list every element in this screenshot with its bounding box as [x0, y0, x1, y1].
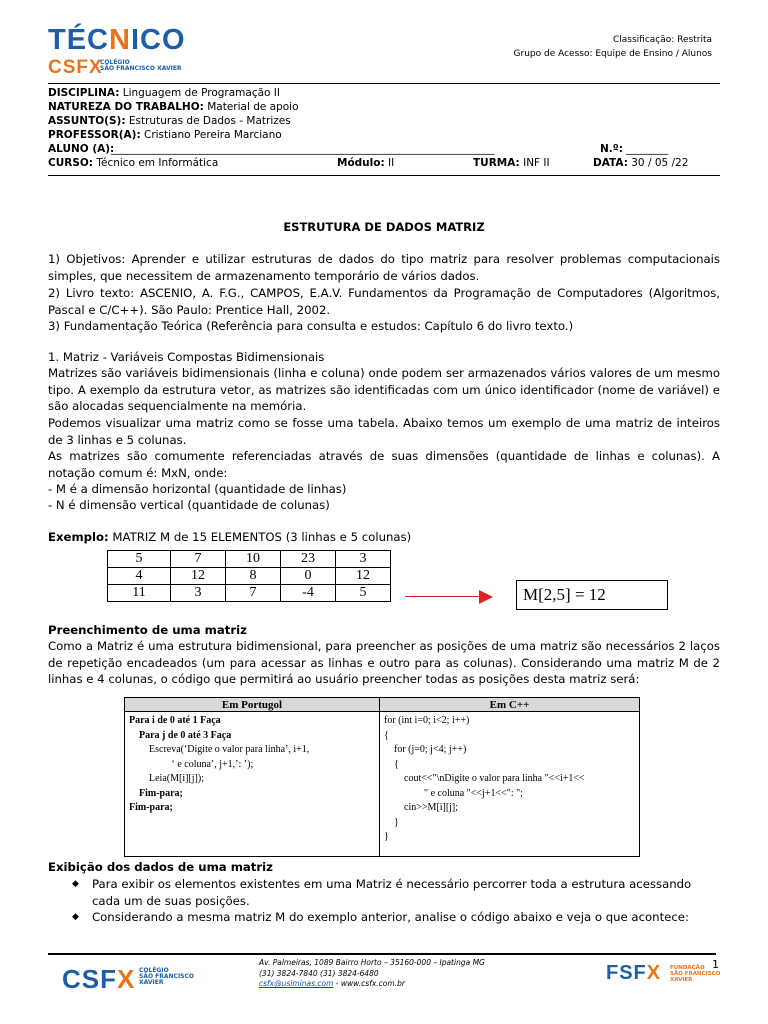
site-text: - www.csfx.com.br: [333, 979, 405, 988]
bullet-item: ◆ Considerando a mesma matriz M do exemplo anterior, analise o código abaixo e veja o que acontece:: [72, 910, 689, 924]
code-line: Fim-para;: [129, 787, 183, 799]
code-line: cout<<"\nDigite o valor para linha "<<i+1<<: [384, 773, 585, 784]
code-line: }: [384, 816, 399, 828]
code-line: {: [384, 758, 399, 770]
arrow-right-icon: [479, 590, 493, 604]
footer-csfx-logo: CSFX: [62, 964, 136, 994]
diamond-bullet-icon: ◆: [72, 912, 79, 922]
code-line: for (j=0; j<4; j++): [384, 744, 467, 755]
matrix-cell: 4: [108, 568, 171, 585]
section1-paragraph-3: As matrizes são comumente referenciadas através de suas dimensões (quantidade de linhas e colunas). A notação comum é: MxN, onde:: [48, 449, 720, 480]
matrix-reference-box: M[2,5] = 12: [516, 580, 668, 610]
tecnico-logo: TÉCNICO: [48, 24, 186, 56]
matrix-cell: 0: [281, 568, 336, 585]
code-line: cin>>M[i][j];: [384, 802, 459, 813]
matrix-cell: 7: [171, 551, 226, 568]
code-line: for (int i=0; i<2; i++): [384, 715, 470, 726]
matrix-cell: 5: [108, 551, 171, 568]
matrix-cell: 8: [226, 568, 281, 585]
csfx-logo: CSFX: [48, 57, 103, 78]
address-line: Av. Palmeiras, 1089 Bairro Horto – 35160-000 – Ipatinga MG: [259, 958, 485, 967]
code-line: Para j de 0 até 3 Faça: [129, 729, 232, 741]
matrix-cell: 7: [226, 585, 281, 602]
livro-paragraph: 2) Livro texto: ASCENIO, A. F.G., CAMPOS, E.A.V. Fundamentos da Programação de Computadores (Algoritmos, Pascal e C/C++). São Paulo: Prentice Hall, 2002.: [48, 286, 720, 317]
classification-info: [514, 33, 712, 61]
portugol-header: Em Portugol: [125, 698, 380, 712]
code-line: Escreva(‘Digite o valor para linha’, i+1,: [129, 744, 310, 755]
natureza-value: Material de apoio: [207, 101, 299, 113]
assunto-value: Estruturas de Dados - Matrizes: [128, 115, 291, 127]
matrix-cell: 10: [226, 551, 281, 568]
access-group-text: Grupo de Acesso: Equipe de Ensino / Alunos: [513, 49, 712, 59]
code-line: Fim-para;: [129, 802, 173, 813]
classification-text: Classificação: Restrita: [612, 35, 712, 45]
footer-divider: [48, 953, 716, 955]
matrix-cell: 11: [108, 585, 171, 602]
cpp-code: [380, 712, 640, 857]
fsfx-logo-subtitle: FUNDAÇÃO SÃO FRANCISCO XAVIER: [670, 965, 721, 983]
numero-field: ________: [626, 143, 668, 155]
professor-value: Cristiano Pereira Marciano: [143, 129, 282, 141]
example-matrix: [107, 550, 391, 602]
section1-paragraph-1: Matrizes são variáveis bidimensionais (linha e coluna) onde podem ser armazenados vários valores de um mesmo tipo. A exemplo da estrutura vetor, as matrizes são identificadas com um único identificador (nome de variável) e são alocadas sequencialmente na memória.: [48, 366, 720, 414]
section1-title: 1. Matriz - Variáveis Compostas Bidimensionais: [48, 350, 325, 364]
matrix-cell: 12: [171, 568, 226, 585]
diamond-bullet-icon: ◆: [72, 879, 79, 889]
objetivos-paragraph: 1) Objetivos: Aprender e utilizar estruturas de dados do tipo matriz para resolver problemas computacionais simples, que necessitem de armazenamento temporário de vários dados.: [48, 252, 720, 283]
aluno-field: _________________________________________________________________________: [111, 143, 495, 155]
portugol-code: [125, 712, 380, 857]
preenchimento-title: Preenchimento de uma matriz: [48, 623, 247, 637]
n-dimension-note: - N é dimensão vertical (quantidade de colunas): [48, 498, 330, 512]
email-link[interactable]: csfx@usiminas.com: [259, 979, 334, 988]
code-comparison-table: [124, 697, 640, 857]
document-title: ESTRUTURA DE DADOS MATRIZ: [283, 220, 485, 234]
header-divider: [48, 83, 720, 84]
meta-divider: [48, 175, 720, 176]
matrix-cell: -4: [281, 585, 336, 602]
footer-logo-subtitle: COLÉGIO SÃO FRANCISCO XAVIER: [139, 967, 194, 986]
matrix-row: [108, 585, 391, 602]
preenchimento-paragraph: Como a Matriz é uma estrutura bidimensional, para preencher as posições de uma matriz são necessários 2 laços de repetição encadeados (um para acessar as linhas e outro para as colunas). Considerando uma matriz M de 2 linhas e 4 colunas, o código que permitirá ao usuário preencher todas as posições desta matriz será:: [48, 639, 720, 687]
curso-row: CURSO: Técnico em Informática Módulo: II TURMA: INF II DATA: 30 / 05 /22: [48, 157, 689, 169]
code-line: Para i de 0 até 1 Faça: [129, 715, 221, 726]
code-line: ‘ e coluna’, j+1,’: ’);: [129, 758, 254, 770]
matrix-cell: 23: [281, 551, 336, 568]
fundamentacao-paragraph: 3) Fundamentação Teórica (Referência para consulta e estudos: Capítulo 6 do livro texto.): [48, 319, 574, 333]
phones-line: (31) 3824-7840 (31) 3824-6480: [259, 968, 379, 978]
bullet-item: ◆ Para exibir os elementos existentes em uma Matriz é necessário percorrer toda a estrutura acessando cada um de suas posições.: [72, 877, 692, 908]
code-line: {: [384, 729, 389, 741]
matrix-row: [108, 568, 391, 585]
csfx-logo-subtitle: COLÉGIO SÃO FRANCISCO XAVIER: [100, 59, 182, 72]
matrix-cell: 12: [336, 568, 391, 585]
fsfx-logo: FSFX: [606, 962, 662, 984]
code-line: Leia(M[i][j]);: [129, 773, 204, 784]
section1-paragraph-2: Podemos visualizar uma matriz como se fosse uma tabela. Abaixo temos um exemplo de uma matriz de inteiros de 3 linhas e 5 colunas.: [48, 416, 720, 447]
exibicao-title: Exibição dos dados de uma matriz: [48, 860, 273, 874]
cpp-header: Em C++: [380, 698, 640, 712]
matrix-cell: 3: [336, 551, 391, 568]
matrix-row: [108, 551, 391, 568]
matrix-cell: 3: [171, 585, 226, 602]
document-metadata: DISCIPLINA: Linguagem de Programação II NATUREZA DO TRABALHO: Material de apoio ASSUNTO(S): Estruturas de Dados - Matrizes PROFESSOR(A): Cristiano Pereira Marciano ALUNO (A): _________________________________________________________________________ N.º: ________ CURSO: Técnico em Informática Módulo: II TURMA: INF II DATA: 30 / 05 /22: [48, 86, 720, 170]
matrix-cell: 5: [336, 585, 391, 602]
footer-address: [259, 958, 485, 990]
page-number: 1: [712, 958, 719, 971]
disciplina-value: Linguagem de Programação II: [122, 87, 280, 99]
aluno-row: ALUNO (A): _________________________________________________________________________ N.º: ________: [48, 143, 668, 155]
code-line: " e coluna "<<j+1<<": ";: [384, 787, 523, 799]
arrow-line: [405, 596, 481, 597]
m-dimension-note: - M é a dimensão horizontal (quantidade de linhas): [48, 482, 347, 496]
example-caption: Exemplo: MATRIZ M de 15 ELEMENTOS (3 linhas e 5 colunas): [48, 530, 412, 544]
code-line: }: [384, 831, 389, 842]
